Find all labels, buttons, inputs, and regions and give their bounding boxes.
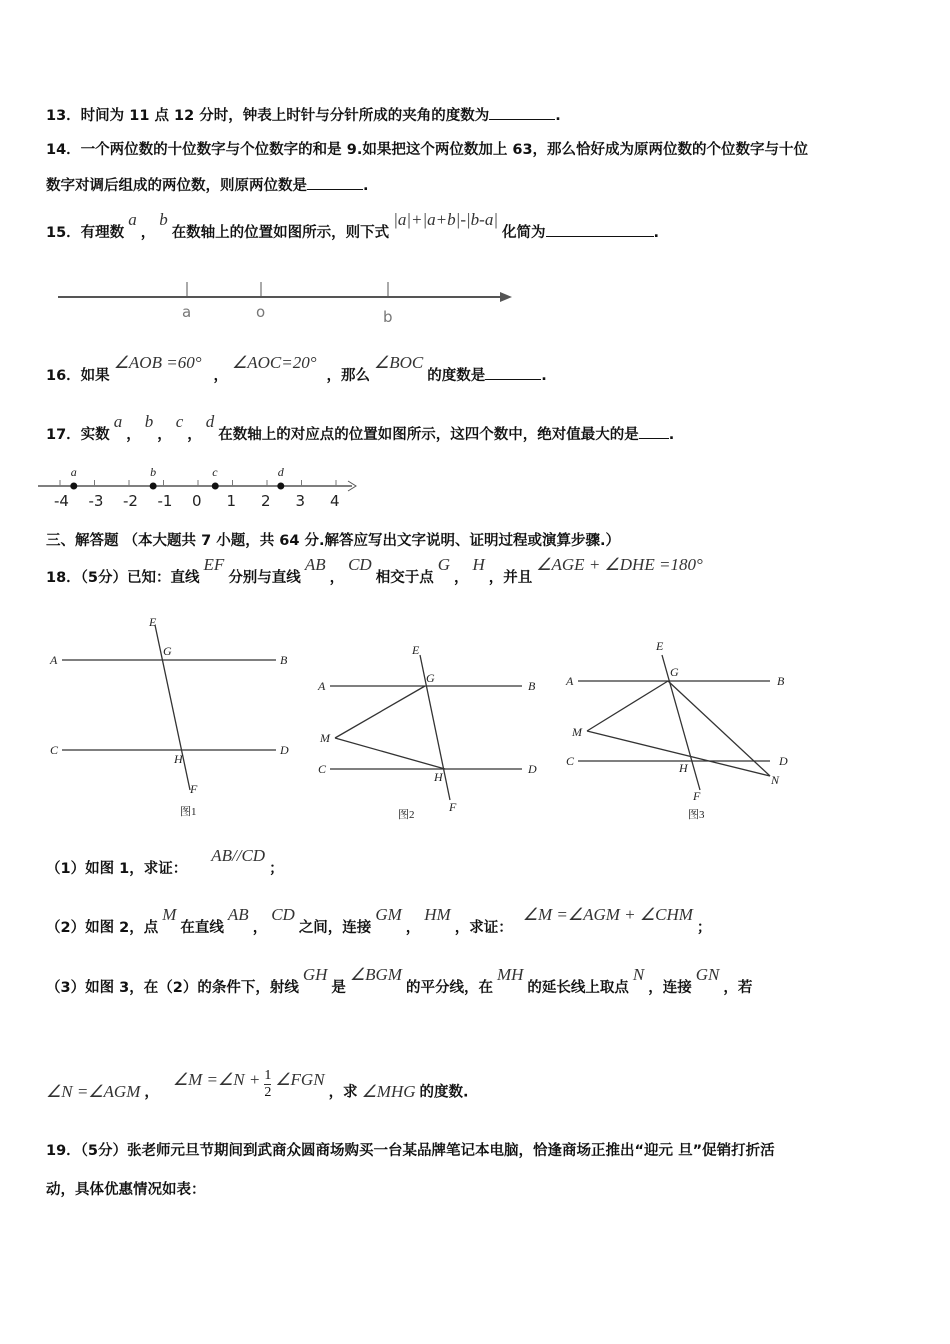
point-label: c xyxy=(212,465,218,479)
tick-label: 1 xyxy=(226,492,237,510)
question-18-part-3: （3）如图 3，在（2）的条件下，射线GH是∠BGM的平分线，在MH的延长线上取点N，连接GN，若 xyxy=(46,965,753,996)
question-14-line2: 数字对调后组成的两位数，则原两位数是 . xyxy=(46,178,369,194)
label-o: o xyxy=(256,303,266,321)
fraction-one-half: $\frac{1}{2}$ xyxy=(264,1068,272,1100)
point-b xyxy=(150,483,157,490)
svg-text:B: B xyxy=(528,679,536,693)
point-label: d xyxy=(277,465,284,479)
svg-text:E: E xyxy=(412,643,420,657)
svg-text:C: C xyxy=(50,743,59,757)
question-14-line1: 14．一个两位数的十位数字与个位数字的和是 9.如果把这个两位数加上 63，那么恰好成为原两位数的个位数字与十位 xyxy=(46,142,809,158)
figure-1-labels xyxy=(49,615,289,818)
tick-label: 0 xyxy=(192,492,202,510)
tick-label: 3 xyxy=(295,492,306,510)
svg-text:G: G xyxy=(163,644,172,658)
svg-text:E: E xyxy=(149,615,157,629)
question-18-part-2: （2）如图 2，点M在直线AB，CD之间，连接GM，HM，求证：∠M =∠AGM + ∠CHM； xyxy=(46,905,712,936)
point-c xyxy=(212,483,219,490)
question-19-line1: 19．（5分）张老师元旦节期间到武商众圆商场购买一台某品牌笔记本电脑，恰逢商场正推出“迎元 旦”促销打折活 xyxy=(46,1143,775,1159)
figure-2-labels xyxy=(317,643,537,821)
question-15: 15．有理数a，b在数轴上的位置如图所示，则下式|a|+|a+b|-|b-a|化简为 . xyxy=(46,210,660,241)
tick-label: -2 xyxy=(123,492,138,510)
svg-text:A: A xyxy=(318,679,326,693)
point-label: b xyxy=(150,465,157,479)
question-13: 13．时间为 11 点 12 分时，钟表上时针与分针所成的夹角的度数为 . xyxy=(46,108,561,124)
svg-text:图3: 图3 xyxy=(688,809,705,821)
point-a xyxy=(70,483,77,490)
label-a: a xyxy=(182,303,192,321)
svg-text:C: C xyxy=(318,762,327,776)
svg-text:D: D xyxy=(280,743,289,757)
svg-text:G: G xyxy=(670,665,679,679)
number-line-figure-17 xyxy=(0,460,400,515)
svg-text:C: C xyxy=(566,754,575,768)
geometry-figures xyxy=(0,600,950,830)
svg-text:M: M xyxy=(320,731,330,745)
svg-text:图2: 图2 xyxy=(398,809,415,821)
tick-label: -1 xyxy=(157,492,173,510)
svg-text:F: F xyxy=(449,800,457,814)
svg-text:E: E xyxy=(656,639,664,653)
svg-text:M: M xyxy=(572,725,582,739)
section-3-heading: 三、解答题 （本大题共 7 小题，共 64 分.解答应写出文字说明、证明过程或演算步骤.） xyxy=(46,533,621,549)
svg-text:B: B xyxy=(280,653,288,667)
question-18-part-3-conditions: ∠N =∠AGM ，∠M =∠N + $\frac{1}{2}$ ∠FGN，求 ∠MHG 的度数. xyxy=(46,1068,469,1101)
svg-text:H: H xyxy=(174,752,183,766)
tick-label: 4 xyxy=(330,492,340,510)
point-label: a xyxy=(70,465,77,479)
svg-text:H: H xyxy=(434,770,443,784)
svg-text:G: G xyxy=(426,671,435,685)
question-17: 17．实数a，b，c，d在数轴上的对应点的位置如图所示，这四个数中，绝对值最大的是 . xyxy=(46,412,675,443)
svg-text:A: A xyxy=(50,653,58,667)
svg-text:D: D xyxy=(528,762,537,776)
number-line-figure-15 xyxy=(0,270,950,330)
svg-text:图1: 图1 xyxy=(180,806,197,818)
svg-text:D: D xyxy=(779,754,788,768)
arrow-icon xyxy=(500,292,512,302)
label-b: b xyxy=(383,308,393,326)
figure-3-labels xyxy=(565,639,788,821)
question-18-part-1: （1）如图 1，求证：AB//CD； xyxy=(46,846,284,877)
svg-text:N: N xyxy=(771,773,780,787)
svg-text:A: A xyxy=(566,674,574,688)
svg-text:F: F xyxy=(190,782,198,796)
question-18: 18．（5分）已知：直线EF分别与直线AB，CD相交于点G，H，并且∠AGE + ∠DHE =180° xyxy=(46,555,703,586)
svg-text:B: B xyxy=(777,674,785,688)
tick-label: -3 xyxy=(88,492,104,510)
point-d xyxy=(277,483,284,490)
question-16: 16．如果∠AOB =60°，∠AOC=20°，那么∠BOC的度数是 . xyxy=(46,353,547,384)
tick-label: 2 xyxy=(261,492,271,510)
svg-text:F: F xyxy=(693,789,701,803)
tick-label: -4 xyxy=(54,492,69,510)
question-19-line2: 动，具体优惠情况如表： xyxy=(46,1182,206,1198)
svg-text:H: H xyxy=(679,761,688,775)
